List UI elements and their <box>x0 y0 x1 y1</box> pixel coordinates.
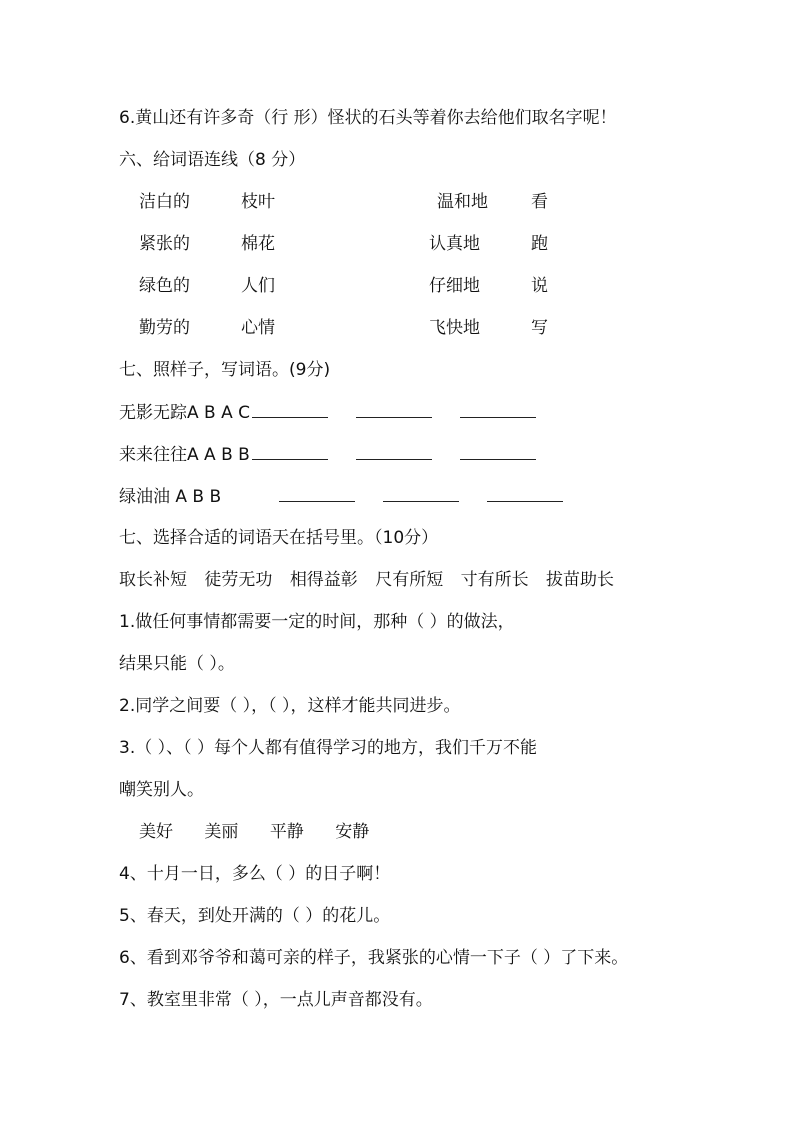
match-left-a-3: 勤劳的 <box>139 318 190 338</box>
answer-blank[interactable] <box>252 443 328 460</box>
answer-blank[interactable] <box>487 485 563 502</box>
match-left-a-1: 紧张的 <box>139 234 190 254</box>
match-left-b-0: 枝叶 <box>241 192 275 212</box>
question-1b: 结果只能（ ）。 <box>119 654 235 674</box>
section7b-title: 七、选择合适的词语天在括号里。（10分） <box>119 528 439 548</box>
match-left-b-1: 棉花 <box>241 234 275 254</box>
q6-line: 6.黄山还有许多奇（行 形）怪状的石头等着你去给他们取名字呢！ <box>119 108 617 128</box>
idiom-option: 相得益彰 <box>289 570 358 590</box>
idiom-option: 拔苗助长 <box>546 570 615 590</box>
answer-blank[interactable] <box>460 443 536 460</box>
idiom-option: 寸有所长 <box>460 570 529 590</box>
word-option: 美好 <box>139 822 173 842</box>
question-2: 2.同学之间要（ ），（ ），这样才能共同进步。 <box>119 696 461 716</box>
pattern-label: 无影无踪A B A C <box>119 403 251 423</box>
word-option: 平静 <box>269 822 304 842</box>
section6-title: 六、给词语连线（8 分） <box>119 150 306 170</box>
word-option: 安静 <box>335 822 370 842</box>
match-right-b-1: 跑 <box>531 234 548 254</box>
question-6: 6、看到邓爷爷和蔼可亲的样子，我紧张的心情一下子（ ）了下来。 <box>119 948 629 968</box>
answer-blank[interactable] <box>252 401 328 418</box>
word-options <box>139 821 395 843</box>
idiom-option: 徒劳无功 <box>204 570 273 590</box>
pattern-row-3 <box>119 485 587 508</box>
question-3a: 3.（ ）、（ ）每个人都有值得学习的地方，我们千万不能 <box>119 738 538 758</box>
match-left-b-3: 心情 <box>241 318 275 338</box>
pattern-label: 来来往往A A B B <box>119 445 250 465</box>
question-4: 4、十月一日，多么（ ）的日子啊！ <box>119 864 391 884</box>
match-right-a-2: 仔细地 <box>429 276 480 296</box>
pattern-row-2 <box>119 443 560 466</box>
match-right-b-0: 看 <box>531 192 548 212</box>
answer-blank[interactable] <box>356 443 432 460</box>
match-left-b-2: 人们 <box>241 276 275 296</box>
match-left-a-0: 洁白的 <box>139 192 190 212</box>
match-right-a-0: 温和地 <box>437 192 488 212</box>
pattern-row-1 <box>119 401 560 424</box>
match-right-b-3: 写 <box>531 318 548 338</box>
section7-title: 七、照样子，写词语。(9分) <box>119 360 331 380</box>
match-left-a-2: 绿色的 <box>139 276 190 296</box>
pattern-label: 绿油油 A B B <box>119 487 222 507</box>
answer-blank[interactable] <box>279 485 355 502</box>
word-option: 美丽 <box>204 822 239 842</box>
answer-blank[interactable] <box>460 401 536 418</box>
question-3b: 嘲笑别人。 <box>119 780 204 800</box>
idiom-option: 尺有所短 <box>375 570 444 590</box>
answer-blank[interactable] <box>356 401 432 418</box>
idiom-option: 取长补短 <box>119 570 187 590</box>
answer-blank[interactable] <box>383 485 459 502</box>
match-right-a-1: 认真地 <box>429 234 480 254</box>
match-right-a-3: 飞快地 <box>429 318 480 338</box>
question-7: 7、教室里非常（ ），一点儿声音都没有。 <box>119 990 433 1010</box>
match-right-b-2: 说 <box>531 276 548 296</box>
question-1a: 1.做任何事情都需要一定的时间，那种（ ）的做法， <box>119 612 515 632</box>
idiom-options <box>119 569 626 591</box>
question-5: 5、春天，到处开满的（ ）的花儿。 <box>119 906 391 926</box>
